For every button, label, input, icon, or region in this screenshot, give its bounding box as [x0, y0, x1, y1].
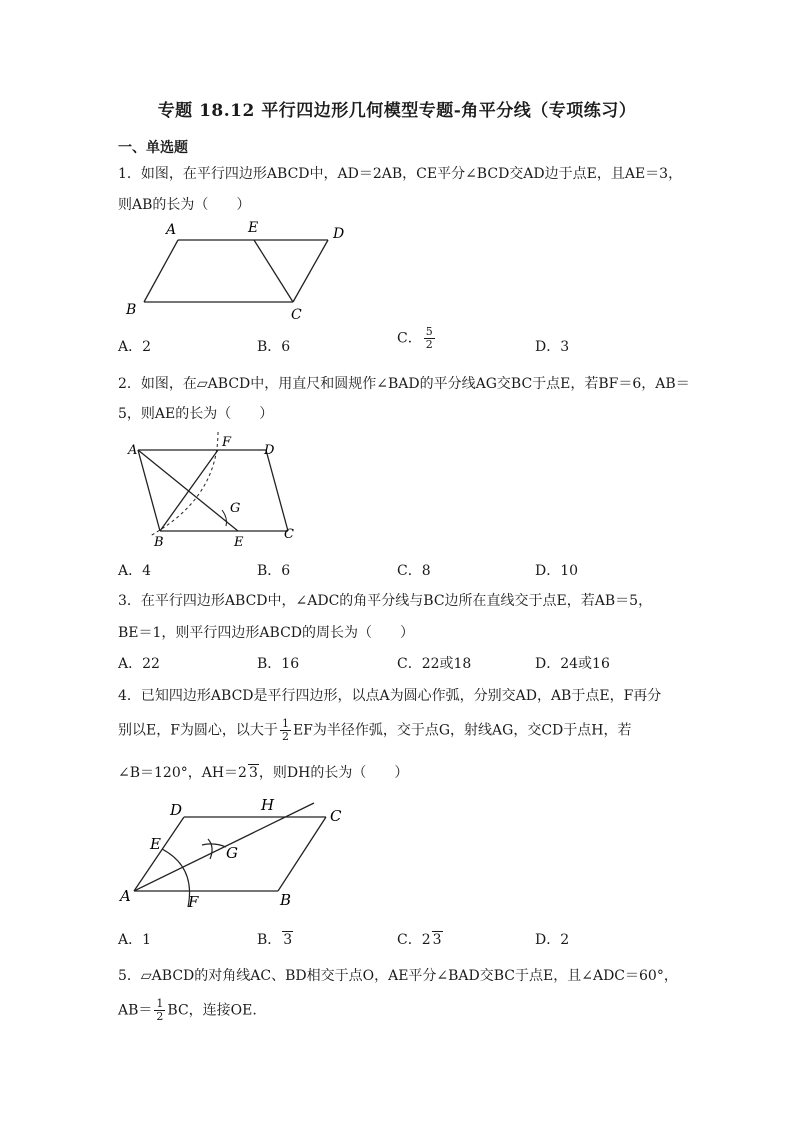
- q1-option-c-prefix: C．: [397, 330, 422, 347]
- q4-arc-g2: [202, 844, 226, 847]
- q1-label-c: C: [291, 307, 302, 323]
- q4-arc-ef: [162, 849, 190, 907]
- q1-segment-dc: [293, 240, 328, 302]
- q4-option-b-sqrt: 3: [283, 932, 293, 948]
- q4-label-h: H: [261, 796, 275, 814]
- q2-segment-ab: [138, 450, 160, 531]
- q2-construction-arc: [150, 432, 218, 536]
- q5-line2-fraction: [154, 998, 165, 1023]
- q1-segment-ec: [254, 240, 293, 302]
- q2-figure: [118, 428, 308, 553]
- q1-option-c-fraction: [424, 326, 435, 351]
- q2-segment-bf: [160, 450, 218, 531]
- q4-option-a: A．1: [118, 932, 152, 948]
- q4-label-c: C: [330, 807, 342, 825]
- q1-option-a: A．2: [118, 339, 152, 355]
- q1-segment-ab: [144, 240, 178, 302]
- q5-text-line1: 5．▱ABCD的对角线AC、BD相交于点O，AE平分∠BAD交BC于点E，且∠ADC＝60°，: [118, 968, 678, 984]
- q3-option-b: B．16: [257, 656, 300, 672]
- q1-label-d: D: [333, 226, 345, 242]
- q4-text-line3: [118, 762, 408, 782]
- q2-label-b: B: [154, 535, 164, 550]
- q2-option-c: C．8: [397, 563, 431, 579]
- q4-line2-fraction: [280, 718, 291, 743]
- q2-option-a: A．4: [118, 563, 152, 579]
- q4-line2-prefix: 别以E，F为圆心，以大于: [118, 722, 278, 739]
- section-heading: 一、单选题: [118, 140, 188, 156]
- q1-option-c-denominator: 2: [425, 338, 433, 351]
- q4-line2-suffix: EF为半径作弧，交于点G，射线AG，交CD于点H，若: [292, 722, 632, 739]
- q4-label-g: G: [226, 844, 238, 862]
- q2-label-a: A: [128, 443, 138, 458]
- q2-text-line2: 5，则AE的长为（ ）: [118, 406, 274, 422]
- q2-option-b: B．6: [257, 563, 291, 579]
- q1-option-b: B．6: [257, 339, 291, 355]
- q5-line2-denominator: 2: [156, 1010, 164, 1023]
- q4-line3-suffix: ，则DH的长为（ ）: [258, 765, 409, 781]
- q2-label-c: C: [284, 527, 294, 542]
- q4-label-d: D: [170, 801, 183, 819]
- q4-option-c-prefix: C．2: [397, 932, 431, 948]
- q1-label-e: E: [248, 220, 259, 236]
- q4-text-line1: 4．已知四边形ABCD是平行四边形，以点A为圆心作弧，分别交AD，AB于点E，F再分: [118, 688, 662, 704]
- q4-label-f: F: [188, 893, 199, 911]
- page-title: 专题 18.12 平行四边形几何模型专题-角平分线（专项练习）: [157, 101, 637, 121]
- q3-option-a: A．22: [118, 656, 160, 672]
- q3-option-c: C．22或18: [397, 656, 472, 672]
- q4-line3-sqrt: 3: [248, 765, 258, 781]
- q3-option-d: D．24或16: [535, 656, 610, 672]
- q4-text-line2: [118, 718, 632, 743]
- q4-segment-ad: [134, 817, 184, 891]
- q4-figure: [118, 795, 358, 913]
- q2-text-line1: 2．如图，在▱ABCD中，用直尺和圆规作∠BAD的平分线AG交BC于点E，若BF＝6，AB＝: [118, 376, 690, 392]
- q5-line2-suffix: BC，连接OE.: [167, 1002, 257, 1019]
- q1-label-a: A: [166, 222, 177, 238]
- q4-arc-g1: [208, 839, 212, 859]
- q1-option-c-numerator: 5: [425, 325, 433, 338]
- q1-option-d: D．3: [535, 339, 570, 355]
- q4-line2-denominator: 2: [281, 730, 289, 743]
- q4-option-c: [397, 929, 443, 949]
- q2-label-e: E: [234, 535, 244, 550]
- q4-option-d: D．2: [535, 932, 570, 948]
- q1-option-c: [397, 326, 437, 351]
- q4-label-e: E: [150, 835, 161, 853]
- q2-label-d: D: [264, 443, 275, 458]
- q1-figure: [118, 218, 368, 323]
- q4-label-b: B: [280, 891, 292, 909]
- q5-line2-prefix: AB＝: [118, 1002, 153, 1019]
- q4-label-a: A: [120, 887, 131, 905]
- q5-line2-numerator: 1: [156, 997, 164, 1010]
- q1-text-line2: 则AB的长为（ ）: [118, 197, 251, 213]
- q4-option-b-prefix: B．: [257, 932, 282, 948]
- q4-line3-prefix: ∠B＝120°，AH＝2: [118, 765, 247, 781]
- q1-text-line1: 1．如图，在平行四边形ABCD中，AD＝2AB，CE平分∠BCD交AD边于点E，且AE＝3，: [118, 166, 683, 182]
- q2-label-g: G: [230, 501, 241, 516]
- q1-label-b: B: [126, 302, 137, 318]
- q4-option-c-sqrt: 3: [432, 932, 442, 948]
- q2-segment-dc: [266, 450, 288, 531]
- q3-text-line1: 3．在平行四边形ABCD中，∠ADC的角平分线与BC边所在直线交于点E，若AB＝5，: [118, 593, 653, 609]
- q5-text-line2: [118, 998, 257, 1023]
- q4-segment-bc: [278, 817, 326, 891]
- q4-option-b: [257, 929, 293, 949]
- q2-bisector-ae: [138, 450, 241, 531]
- q3-text-line2: BE＝1，则平行四边形ABCD的周长为（ ）: [118, 625, 415, 641]
- q2-label-f: F: [222, 435, 232, 450]
- q4-line2-numerator: 1: [281, 717, 289, 730]
- q2-option-d: D．10: [535, 563, 579, 579]
